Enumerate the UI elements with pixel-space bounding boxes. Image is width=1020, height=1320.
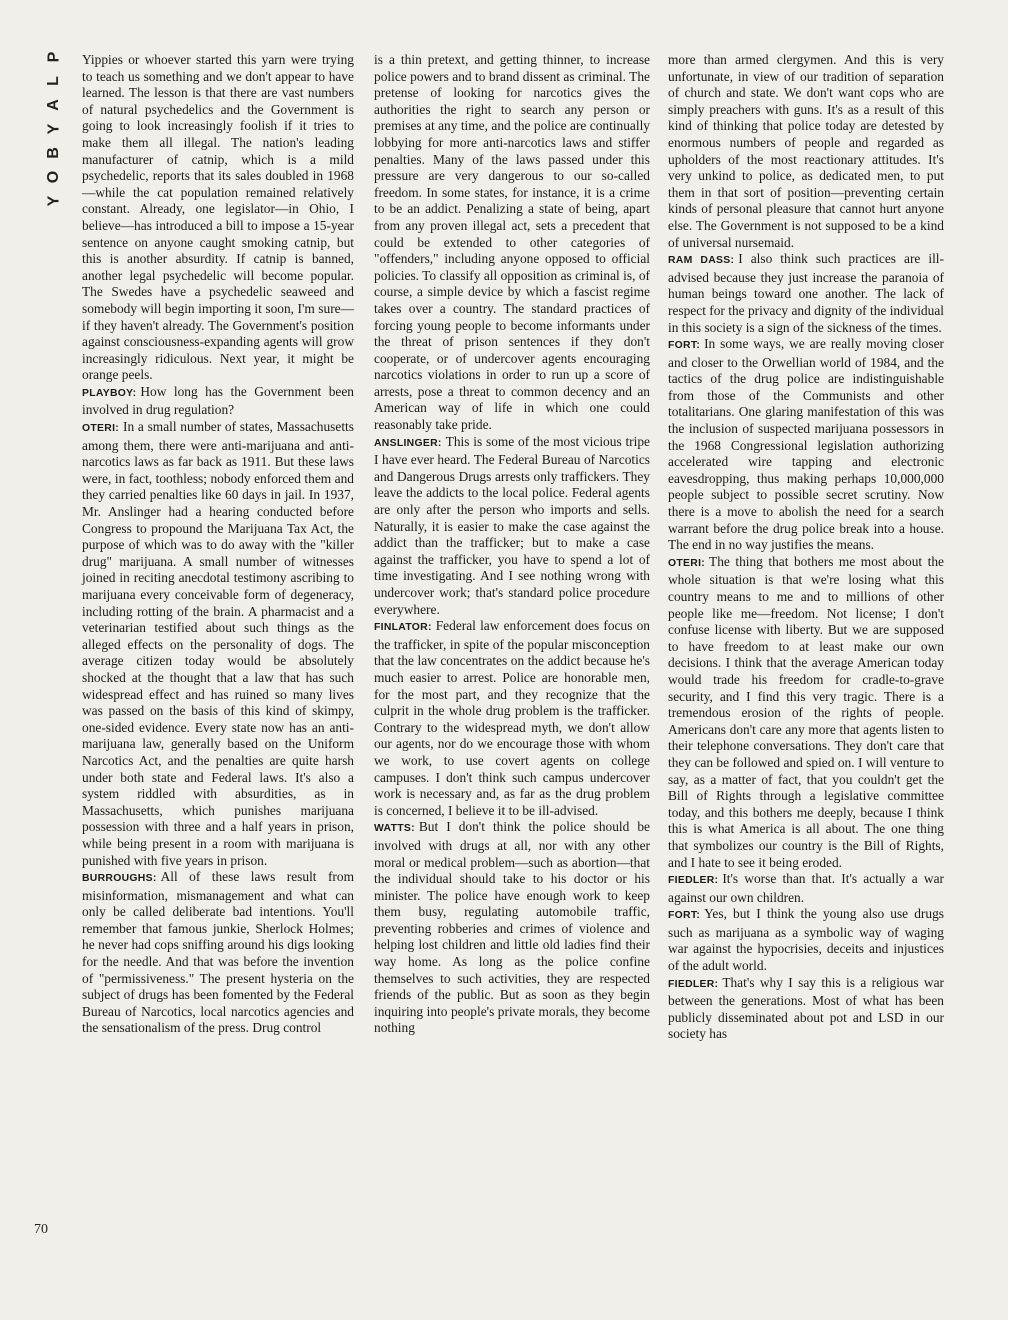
paragraph [82, 384, 354, 419]
paragraph-text: I also think such practices are ill-advised because they just increase the paranoia of human beings toward one another. The lack of respect for the privacy and dignity of the individual in this society is a sign of the sickness of the times. [668, 251, 944, 335]
paragraph [82, 419, 354, 869]
magazine-letter: L [45, 76, 62, 86]
paragraph-text: It's worse than that. It's actually a war against our own children. [668, 871, 944, 905]
paragraph [374, 618, 650, 819]
paragraph-text: The thing that bothers me most about the whole situation is that we're losing what this country means to me and to millions of other people like me—freedom. Not license; I don't confuse license with liberty. But we are supposed to have freedom to at least make our own decisions. I think that the average American today would trade his freedom for cradle-to-grave security, and I find this very tragic. There is a tremendous erosion of the rights of people. Americans don't care any more that agents listen to their telephone conversations. They don't care that they can be followed and spied on. I will venture to say, as a matter of fact, that you couldn't get the Bill of Rights through a legislative committee today, and this bothers me deeply, because I think this is what America is all about. The one thing that symbolizes our country is the Bill of Rights, and I hate to see it being eroded. [668, 553, 944, 870]
paragraph-text: How long has the Government been involved in drug regulation? [82, 383, 354, 418]
speaker-label: BURROUGHS: [82, 873, 157, 885]
paragraph-text: Yes, but I think the young also use drugs such as marijuana as a symbolic way of waging war against the hypocrisies, deceits and injustices of the adult world. [668, 906, 944, 974]
paragraph-text: That's why I say this is a religious war between the generations. Most of what has been publicly disseminated about pot and LSD in our society has [668, 974, 944, 1042]
paragraph [668, 251, 944, 336]
paragraph [374, 434, 650, 619]
paragraph [668, 52, 944, 251]
speaker-label: FORT: [668, 340, 701, 352]
paragraph [668, 871, 944, 906]
page-number: 70 [34, 1222, 48, 1237]
magazine-letter: O [44, 170, 62, 184]
speaker-label: PLAYBOY: [82, 387, 137, 399]
paragraph-text: But I don't think the police should be involved with drugs at all, nor with any other moral or medical problem—such as abortion—that the individual should take to his doctor or his minister. The police have enough work to keep them busy, regulating automobile traffic, preventing robberies and crimes of violence and helping lost children and little old ladies find their way home. As long as the police confine themselves to such activities, they are respected friends of the public. But as soon as they begin inquiring into people's private morals, they become nothing [374, 819, 650, 1036]
speaker-label: FINLATOR: [374, 622, 432, 634]
paragraph [374, 52, 650, 434]
paragraph-text: In a small number of states, Massachusetts among them, there were anti-marijuana and anti-narcotics laws as far back as 1911. But these laws were, in fact, toothless; nobody enforced them and they carried penalties like 60 days in jail. In 1937, Mr. Anslinger had a hearing conducted before Congress to propound the Marijuana Tax Act, the purpose of which was to do away with the "killer drug" marijuana. A small number of witnesses joined in reciting anecdotal testimony ascribing to marijuana every conceivable form of degeneracy, including rotting of the brain. A pharmacist and a veterinarian testified about such things as the alleged effects on the personality of dogs. The average citizen today would be absolutely shocked at the thought that a law that has such widespread effect and has ruined so many lives was passed on the basis of this kind of skimpy, one-sided evidence. Every state now has an anti-marijuana law, generally based on the Uniform Narcotics Act, and the penalties are quite harsh under both state and Federal laws. It's also a system riddled with absurdities, as in Massachusetts, which punishes marijuana possession with three and a half years in prison, while being present in a room with marijuana is punished with five years in prison. [82, 419, 354, 868]
magazine-name [40, 45, 68, 213]
text-column-3 [668, 52, 944, 1043]
paragraph-text: All of these laws result from misinformation, mismanagement and what can only be called deliberate bad intentions. You'll remember that famous junkie, Sherlock Holmes; he never had cops sniffing around his digs looking for the needle. And that was before the invention of "permissiveness." The present hysteria on the subject of drugs has been fomented by the Federal Bureau of Narcotics, local narcotics agencies and the sensationalism of the press. Drug control [82, 869, 354, 1036]
speaker-label: OTERI: [668, 557, 706, 569]
speaker-label: OTERI: [82, 423, 120, 435]
paragraph [82, 52, 354, 384]
paragraph [668, 906, 944, 974]
paragraph-text: more than armed clergymen. And this is very unfortunate, in view of our tradition of separation of church and state. We don't want cops who are simply preachers with guns. It's as a result of this kind of thinking that police today are detested by enormous numbers of people and regarded as upholders of the most reactionary attitudes. It's very unkind to police, as dedicated men, to put them in that sort of position—preventing certain kinds of personal pleasure that cannot hurt anyone else. The Government is not supposed to be a kind of universal nursemaid. [668, 52, 944, 250]
page-edge [1008, 0, 1020, 1320]
paragraph [668, 554, 944, 871]
paragraph-text: Federal law enforcement does focus on the trafficker, in spite of the popular misconception that the law concentrates on the addict because he's much easier to arrest. Police are honorable men, for the most part, and they recognize that the culprit in the whole drug problem is the trafficker. Contrary to the widespread myth, we don't allow our agents, nor do we encourage those with whom we work, to use covert agents on college campuses. I don't think such campus undercover work is necessary and, as far as the drug problem is concerned, I believe it to be ill-advised. [374, 618, 650, 818]
magazine-letter: A [45, 99, 62, 111]
speaker-label: FIEDLER: [668, 875, 719, 887]
paragraph-text: In some ways, we are really moving closer and closer to the Orwellian world of 1984, and the tactics of the drug police are indistinguishable from those of the Communists and other totalitarians. One glaring manifestation of this was the inclusion of suspected marijuana possessors in the 1968 Congressional legislation authorizing accelerated wire tapping and electronic eavesdropping, thus making perhaps 10,000,000 people subject to possible secret scrutiny. Now there is a move to abolish the need for a search warrant before the drug police break into a house. The end in no way justifies the means. [668, 336, 944, 553]
magazine-letter: B [45, 147, 62, 159]
paragraph-text: Yippies or whoever started this yarn were trying to teach us something and we don't appear to have learned. The lesson is that there are vast numbers of natural psychedelics and the Government is going to look increasingly foolish if it tries to make them all illegal. The nation's leading manufacturer of catnip, which is a mild psychedelic, reports that its sales doubled in 1968—while the cat population remained relatively constant. Already, one legislator—in Ohio, I believe—has introduced a bill to impose a 15-year sentence on anyone caught smoking catnip, but this is another absurdity. If catnip is banned, another legal psychedelic will become popular. The Swedes have a psychedelic seaweed and somebody will begin importing it soon, I'm sure—if they haven't already. The Government's position against consciousness-expanding agents will grow increasingly ridiculous. Next year, it might be orange peels. [82, 52, 354, 383]
text-column-2 [374, 52, 650, 1037]
speaker-label: ANSLINGER: [374, 437, 442, 449]
paragraph [668, 336, 944, 554]
paragraph-text: is a thin pretext, and getting thinner, to increase police powers and to brand dissent as criminal. The pretense of looking for narcotics gives the authorities the right to search any person or premises at any time, and the police are continually lobbying for more anti-narcotics laws and stiffer penalties. Many of the laws passed under this pressure are very dangerous to our so-called freedom. In some states, for instance, it is a crime to be an addict. Penalizing a state of being, apart from any proven illegal act, sets a precedent that could be extended to other categories of "offenders," including anyone opposed to official policies. To classify all opposition as criminal is, of course, a simple device by which a fascist regime takes over a country. The standard practices of forcing young people to become informants under the threat of prison sentences if they don't cooperate, or of undercover agents encouraging narcotics violations in order to run up a score of arrests, pose a threat to common decency and an American way of life in which one could reasonably take pride. [374, 52, 650, 433]
paragraph-text: This is some of the most vicious tripe I have ever heard. The Federal Bureau of Narcotics and Dangerous Drugs arrests only traffickers. They leave the addicts to the local police. Federal agents are only after the person who imports and sells. Naturally, it is easier to make the case against the addict than the trafficker; but to make a case against the trafficker, you have to spend a lot of time investigating. And I see nothing wrong with undercover work; that's standard police procedure everywhere. [374, 433, 650, 617]
paragraph [82, 869, 354, 1037]
magazine-letter: P [44, 51, 62, 63]
magazine-letter: Y [44, 123, 62, 135]
speaker-label: FORT: [668, 910, 701, 922]
paragraph [374, 819, 650, 1037]
paragraph [668, 975, 944, 1043]
speaker-label: RAM DASS: [668, 255, 735, 267]
magazine-letter: Y [44, 195, 62, 207]
speaker-label: WATTS: [374, 823, 415, 835]
speaker-label: FIEDLER: [668, 978, 719, 990]
text-column-1 [82, 52, 354, 1037]
